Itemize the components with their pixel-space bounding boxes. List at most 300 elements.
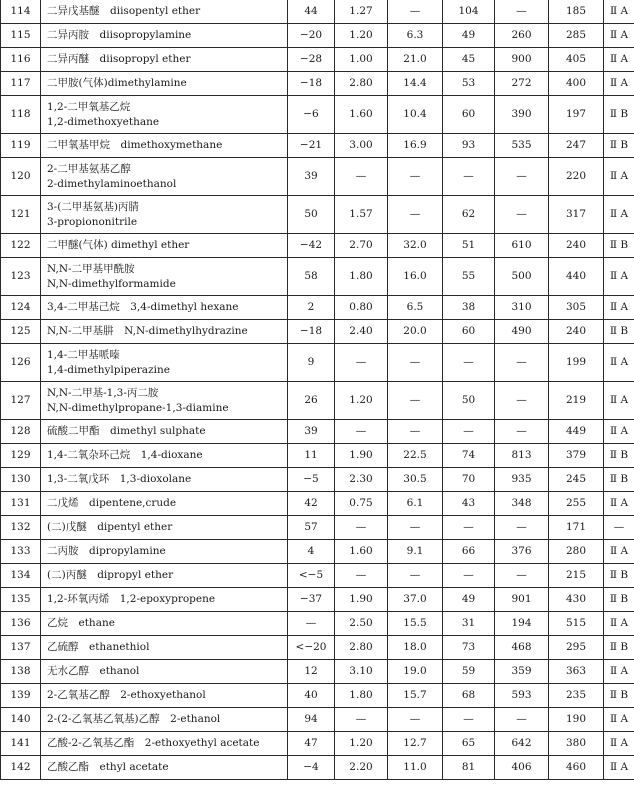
row-number: 115	[1, 24, 41, 48]
lower-limit-mass-cell: 73	[443, 636, 495, 660]
row-number: 121	[1, 196, 41, 234]
lower-explosive-limit-cell: 2.70	[335, 234, 388, 258]
upper-explosive-limit-cell: 19.0	[388, 660, 443, 684]
lower-limit-mass-cell: 60	[443, 96, 495, 134]
lower-limit-mass-cell: —	[443, 158, 495, 196]
ignition-temperature-cell: 235	[549, 684, 604, 708]
upper-explosive-limit-cell: 15.5	[388, 612, 443, 636]
lower-limit-mass-cell: 104	[443, 0, 495, 24]
row-number: 135	[1, 588, 41, 612]
substance-name-line: 硫酸二甲酯 dimethyl sulphate	[47, 425, 206, 437]
upper-explosive-limit-cell: 15.7	[388, 684, 443, 708]
substance-name-line: 3-propiononitrile	[47, 215, 138, 228]
substance-name-line: 二甲醚(气体) dimethyl ether	[47, 239, 190, 251]
flash-point-cell: 39	[288, 158, 335, 196]
lower-limit-mass-cell: —	[443, 708, 495, 732]
lower-limit-mass-cell: 68	[443, 684, 495, 708]
ignition-temperature-cell: 240	[549, 320, 604, 344]
ignition-temperature-cell: 400	[549, 72, 604, 96]
ignition-temperature-cell: 240	[549, 234, 604, 258]
lower-limit-mass-cell: 43	[443, 492, 495, 516]
gas-group-cell: Ⅱ A	[604, 660, 634, 684]
row-number: 126	[1, 344, 41, 382]
upper-explosive-limit-cell: —	[388, 564, 443, 588]
substance-name-line: 乙酸-2-乙氧基乙酯 2-ethoxyethyl acetate	[47, 737, 260, 749]
substance-name-line: 二甲胺(气体)dimethylamine	[47, 77, 187, 89]
row-number: 117	[1, 72, 41, 96]
flash-point-cell: 94	[288, 708, 335, 732]
substance-name	[41, 492, 288, 516]
upper-explosive-limit-cell: 16.9	[388, 134, 443, 158]
substance-name	[41, 72, 288, 96]
table-row	[1, 296, 634, 320]
substance-name	[41, 732, 288, 756]
upper-limit-mass-cell: 813	[495, 444, 549, 468]
row-number: 138	[1, 660, 41, 684]
substance-name-line: 二丙胺 dipropylamine	[47, 545, 166, 557]
substance-name-line: N,N-dimethylformamide	[47, 277, 176, 290]
substance-name	[41, 0, 288, 24]
ignition-temperature-cell: 197	[549, 96, 604, 134]
flash-point-cell: 39	[288, 420, 335, 444]
lower-limit-mass-cell: 66	[443, 540, 495, 564]
upper-explosive-limit-cell: 14.4	[388, 72, 443, 96]
flash-point-cell: 44	[288, 0, 335, 24]
lower-explosive-limit-cell: 2.40	[335, 320, 388, 344]
substance-name	[41, 96, 288, 134]
row-number: 130	[1, 468, 41, 492]
lower-explosive-limit-cell: 1.80	[335, 684, 388, 708]
flash-point-cell: 50	[288, 196, 335, 234]
lower-limit-mass-cell: 60	[443, 320, 495, 344]
table-row	[1, 96, 634, 134]
upper-explosive-limit-cell: 16.0	[388, 258, 443, 296]
gas-group-cell: Ⅱ A	[604, 420, 634, 444]
substance-name	[41, 382, 288, 420]
lower-limit-mass-cell: —	[443, 420, 495, 444]
upper-limit-mass-cell: —	[495, 420, 549, 444]
row-number: 116	[1, 48, 41, 72]
lower-explosive-limit-cell: —	[335, 564, 388, 588]
upper-explosive-limit-cell: —	[388, 420, 443, 444]
substance-name-line: 二甲氧基甲烷 dimethoxymethane	[47, 139, 223, 151]
ignition-temperature-cell: 171	[549, 516, 604, 540]
substance-name-line: 1,2-dimethoxyethane	[47, 115, 160, 128]
gas-group-cell: Ⅱ A	[604, 382, 634, 420]
table-row	[1, 382, 634, 420]
gas-group-cell: Ⅱ A	[604, 540, 634, 564]
lower-explosive-limit-cell: 1.27	[335, 0, 388, 24]
upper-limit-mass-cell: —	[495, 516, 549, 540]
lower-explosive-limit-cell: 2.80	[335, 72, 388, 96]
upper-limit-mass-cell: 610	[495, 234, 549, 258]
substance-name	[41, 636, 288, 660]
substance-name	[41, 344, 288, 382]
gas-group-cell: Ⅱ A	[604, 492, 634, 516]
substance-name-line: 乙烷 ethane	[47, 617, 115, 629]
ignition-temperature-cell: 280	[549, 540, 604, 564]
table-row	[1, 540, 634, 564]
substance-name	[41, 660, 288, 684]
gas-group-cell: Ⅱ B	[604, 320, 634, 344]
flash-point-cell: —	[288, 612, 335, 636]
substance-name-line: 二异丙醚 diisopropyl ether	[47, 53, 191, 65]
upper-explosive-limit-cell: —	[388, 516, 443, 540]
lower-limit-mass-cell: 55	[443, 258, 495, 296]
gas-group-cell: Ⅱ B	[604, 468, 634, 492]
upper-limit-mass-cell: 935	[495, 468, 549, 492]
lower-limit-mass-cell: 62	[443, 196, 495, 234]
row-number: 118	[1, 96, 41, 134]
gas-group-cell: —	[604, 516, 634, 540]
upper-explosive-limit-cell: 22.5	[388, 444, 443, 468]
gas-group-cell: Ⅱ A	[604, 296, 634, 320]
row-number: 122	[1, 234, 41, 258]
substance-name	[41, 540, 288, 564]
substance-name-line: 二异戊基醚 diisopentyl ether	[47, 5, 201, 17]
ignition-temperature-cell: 219	[549, 382, 604, 420]
row-number: 124	[1, 296, 41, 320]
substance-name	[41, 258, 288, 296]
flash-point-cell: −18	[288, 320, 335, 344]
table-row	[1, 420, 634, 444]
substance-name-line: 二异丙胺 diisopropylamine	[47, 29, 192, 41]
substance-name-line: 2-(2-乙氧基乙氧基)乙醇 2-ethanol	[47, 713, 221, 725]
gas-group-cell: Ⅱ A	[604, 258, 634, 296]
upper-limit-mass-cell: 468	[495, 636, 549, 660]
lower-explosive-limit-cell: —	[335, 344, 388, 382]
substance-name-line: (二)戊醚 dipentyl ether	[47, 521, 173, 533]
lower-explosive-limit-cell: —	[335, 420, 388, 444]
flash-point-cell: 12	[288, 660, 335, 684]
gas-group-cell: Ⅱ A	[604, 612, 634, 636]
upper-explosive-limit-cell: 9.1	[388, 540, 443, 564]
ignition-temperature-cell: 380	[549, 732, 604, 756]
row-number: 125	[1, 320, 41, 344]
lower-explosive-limit-cell: 1.00	[335, 48, 388, 72]
upper-explosive-limit-cell: —	[388, 382, 443, 420]
row-number: 132	[1, 516, 41, 540]
lower-explosive-limit-cell: —	[335, 516, 388, 540]
upper-explosive-limit-cell: 11.0	[388, 756, 443, 780]
upper-explosive-limit-cell: 30.5	[388, 468, 443, 492]
ignition-temperature-cell: 449	[549, 420, 604, 444]
substance-name	[41, 296, 288, 320]
ignition-temperature-cell: 405	[549, 48, 604, 72]
substance-name	[41, 234, 288, 258]
flash-point-cell: 4	[288, 540, 335, 564]
table-row	[1, 0, 634, 24]
ignition-temperature-cell: 215	[549, 564, 604, 588]
table-row	[1, 444, 634, 468]
substance-name-line: N,N-二甲基-1,3-丙二胺	[47, 386, 159, 399]
substance-name-line: 2-dimethylaminoethanol	[47, 177, 177, 190]
gas-group-cell: Ⅱ B	[604, 234, 634, 258]
substance-name-line: 3-(二甲基氨基)丙腈	[47, 200, 139, 213]
upper-explosive-limit-cell: 6.5	[388, 296, 443, 320]
lower-limit-mass-cell: 53	[443, 72, 495, 96]
upper-explosive-limit-cell: 12.7	[388, 732, 443, 756]
lower-explosive-limit-cell: 0.80	[335, 296, 388, 320]
substance-name	[41, 588, 288, 612]
flash-point-cell: 40	[288, 684, 335, 708]
gas-group-cell: Ⅱ A	[604, 344, 634, 382]
gas-group-cell: Ⅱ B	[604, 636, 634, 660]
upper-limit-mass-cell: —	[495, 382, 549, 420]
flash-point-cell: −4	[288, 756, 335, 780]
lower-limit-mass-cell: 38	[443, 296, 495, 320]
lower-explosive-limit-cell: 1.20	[335, 732, 388, 756]
ignition-temperature-cell: 379	[549, 444, 604, 468]
upper-explosive-limit-cell: —	[388, 0, 443, 24]
substance-name	[41, 420, 288, 444]
substance-name	[41, 684, 288, 708]
gas-group-cell: Ⅱ B	[604, 564, 634, 588]
upper-limit-mass-cell: —	[495, 196, 549, 234]
table-row	[1, 588, 634, 612]
upper-explosive-limit-cell: 10.4	[388, 96, 443, 134]
upper-explosive-limit-cell: —	[388, 196, 443, 234]
flash-point-cell: −20	[288, 24, 335, 48]
upper-limit-mass-cell: 500	[495, 258, 549, 296]
row-number: 120	[1, 158, 41, 196]
row-number: 129	[1, 444, 41, 468]
upper-limit-mass-cell: —	[495, 564, 549, 588]
ignition-temperature-cell: 440	[549, 258, 604, 296]
row-number: 141	[1, 732, 41, 756]
upper-explosive-limit-cell: 20.0	[388, 320, 443, 344]
lower-limit-mass-cell: —	[443, 516, 495, 540]
row-number: 133	[1, 540, 41, 564]
ignition-temperature-cell: 295	[549, 636, 604, 660]
substance-name	[41, 24, 288, 48]
lower-limit-mass-cell: 45	[443, 48, 495, 72]
upper-limit-mass-cell: 260	[495, 24, 549, 48]
lower-explosive-limit-cell: 2.50	[335, 612, 388, 636]
flash-point-cell: −37	[288, 588, 335, 612]
lower-explosive-limit-cell: 1.60	[335, 540, 388, 564]
flash-point-cell: 42	[288, 492, 335, 516]
lower-explosive-limit-cell: 2.30	[335, 468, 388, 492]
substance-name	[41, 516, 288, 540]
gas-group-cell: Ⅱ A	[604, 48, 634, 72]
lower-limit-mass-cell: 81	[443, 756, 495, 780]
ignition-temperature-cell: 460	[549, 756, 604, 780]
row-number: 140	[1, 708, 41, 732]
ignition-temperature-cell: 220	[549, 158, 604, 196]
lower-explosive-limit-cell: 1.60	[335, 96, 388, 134]
upper-explosive-limit-cell: 18.0	[388, 636, 443, 660]
upper-limit-mass-cell: 390	[495, 96, 549, 134]
upper-limit-mass-cell: 359	[495, 660, 549, 684]
substance-name	[41, 468, 288, 492]
upper-limit-mass-cell: 535	[495, 134, 549, 158]
lower-explosive-limit-cell: 2.80	[335, 636, 388, 660]
lower-limit-mass-cell: 74	[443, 444, 495, 468]
lower-limit-mass-cell: 49	[443, 588, 495, 612]
gas-group-cell: Ⅱ B	[604, 684, 634, 708]
substance-name	[41, 756, 288, 780]
upper-limit-mass-cell: 593	[495, 684, 549, 708]
substance-name	[41, 196, 288, 234]
upper-explosive-limit-cell: 21.0	[388, 48, 443, 72]
table-row	[1, 564, 634, 588]
substance-name-line: N,N-二甲基肼 N,N-dimethylhydrazine	[47, 325, 248, 337]
row-number: 139	[1, 684, 41, 708]
ignition-temperature-cell: 305	[549, 296, 604, 320]
lower-limit-mass-cell: 31	[443, 612, 495, 636]
substance-name	[41, 708, 288, 732]
upper-limit-mass-cell: —	[495, 158, 549, 196]
upper-limit-mass-cell: 376	[495, 540, 549, 564]
ignition-temperature-cell: 185	[549, 0, 604, 24]
lower-limit-mass-cell: 59	[443, 660, 495, 684]
flash-point-cell: −18	[288, 72, 335, 96]
ignition-temperature-cell: 255	[549, 492, 604, 516]
lower-limit-mass-cell: 50	[443, 382, 495, 420]
upper-explosive-limit-cell: —	[388, 158, 443, 196]
substance-name	[41, 158, 288, 196]
lower-limit-mass-cell: 49	[443, 24, 495, 48]
lower-explosive-limit-cell: 1.90	[335, 444, 388, 468]
substance-name	[41, 134, 288, 158]
gas-group-cell: Ⅱ A	[604, 72, 634, 96]
table-row	[1, 636, 634, 660]
ignition-temperature-cell: 190	[549, 708, 604, 732]
ignition-temperature-cell: 247	[549, 134, 604, 158]
flash-point-cell: 57	[288, 516, 335, 540]
substance-name-line: 1,4-二氧杂环己烷 1,4-dioxane	[47, 449, 203, 461]
ignition-temperature-cell: 199	[549, 344, 604, 382]
flash-point-cell: <−20	[288, 636, 335, 660]
gas-group-cell: Ⅱ A	[604, 756, 634, 780]
upper-limit-mass-cell: 901	[495, 588, 549, 612]
upper-limit-mass-cell: —	[495, 708, 549, 732]
lower-explosive-limit-cell: 1.57	[335, 196, 388, 234]
gas-group-cell: Ⅱ A	[604, 196, 634, 234]
table-row	[1, 48, 634, 72]
substance-name-line: 无水乙醇 ethanol	[47, 665, 140, 677]
row-number: 128	[1, 420, 41, 444]
upper-explosive-limit-cell: 37.0	[388, 588, 443, 612]
upper-limit-mass-cell: 310	[495, 296, 549, 320]
gas-group-cell: Ⅱ A	[604, 158, 634, 196]
ignition-temperature-cell: 317	[549, 196, 604, 234]
gas-group-cell: Ⅱ B	[604, 134, 634, 158]
flash-point-cell: 11	[288, 444, 335, 468]
ignition-temperature-cell: 515	[549, 612, 604, 636]
substance-name-line: 3,4-二甲基己烷 3,4-dimethyl hexane	[47, 301, 239, 313]
upper-limit-mass-cell: 490	[495, 320, 549, 344]
substance-name	[41, 48, 288, 72]
table-row	[1, 612, 634, 636]
table-row	[1, 24, 634, 48]
substance-name-line: 1,2-环氧丙烯 1,2-epoxypropene	[47, 593, 216, 605]
flash-point-cell: 47	[288, 732, 335, 756]
upper-limit-mass-cell: —	[495, 344, 549, 382]
substance-name-line: N,N-dimethylpropane-1,3-diamine	[47, 401, 229, 414]
table-row	[1, 732, 634, 756]
substance-name-line: 1,4-二甲基哌嗪	[47, 348, 120, 361]
table-row	[1, 72, 634, 96]
table-row	[1, 492, 634, 516]
gas-group-cell: Ⅱ B	[604, 96, 634, 134]
flash-point-cell: −6	[288, 96, 335, 134]
substance-name	[41, 320, 288, 344]
lower-explosive-limit-cell: 0.75	[335, 492, 388, 516]
substance-name-line: 乙酸乙酯 ethyl acetate	[47, 761, 169, 773]
upper-explosive-limit-cell: —	[388, 708, 443, 732]
table-row	[1, 660, 634, 684]
table-row	[1, 158, 634, 196]
lower-explosive-limit-cell: 1.20	[335, 382, 388, 420]
row-number: 123	[1, 258, 41, 296]
table-row	[1, 320, 634, 344]
table-row	[1, 708, 634, 732]
row-number: 119	[1, 134, 41, 158]
upper-limit-mass-cell: 406	[495, 756, 549, 780]
upper-limit-mass-cell: —	[495, 0, 549, 24]
lower-explosive-limit-cell: 3.00	[335, 134, 388, 158]
lower-explosive-limit-cell: 2.20	[335, 756, 388, 780]
lower-limit-mass-cell: —	[443, 344, 495, 382]
upper-limit-mass-cell: 272	[495, 72, 549, 96]
lower-limit-mass-cell: 93	[443, 134, 495, 158]
gas-group-cell: Ⅱ B	[604, 444, 634, 468]
lower-explosive-limit-cell: 1.90	[335, 588, 388, 612]
row-number: 114	[1, 0, 41, 24]
table-row	[1, 258, 634, 296]
substance-name-line: 二戊烯 dipentene,crude	[47, 497, 177, 509]
row-number: 131	[1, 492, 41, 516]
ignition-temperature-cell: 245	[549, 468, 604, 492]
ignition-temperature-cell: 285	[549, 24, 604, 48]
substance-name-line: 1,2-二甲氧基乙烷	[47, 100, 131, 113]
upper-explosive-limit-cell: 6.3	[388, 24, 443, 48]
substance-name-line: N,N-二甲基甲酰胺	[47, 262, 135, 275]
flash-point-cell: −5	[288, 468, 335, 492]
row-number: 137	[1, 636, 41, 660]
substance-name-line: 1,3-二氧戊环 1,3-dioxolane	[47, 473, 192, 485]
table-row	[1, 196, 634, 234]
row-number: 134	[1, 564, 41, 588]
flash-point-cell: −21	[288, 134, 335, 158]
lower-explosive-limit-cell: —	[335, 708, 388, 732]
lower-explosive-limit-cell: 1.80	[335, 258, 388, 296]
gas-group-cell: Ⅱ B	[604, 588, 634, 612]
lower-limit-mass-cell: 65	[443, 732, 495, 756]
gas-group-cell: Ⅱ A	[604, 24, 634, 48]
lower-explosive-limit-cell: —	[335, 158, 388, 196]
flash-point-cell: 58	[288, 258, 335, 296]
flash-point-cell: 9	[288, 344, 335, 382]
lower-explosive-limit-cell: 1.20	[335, 24, 388, 48]
table-row	[1, 134, 634, 158]
gas-group-cell: Ⅱ A	[604, 0, 634, 24]
upper-limit-mass-cell: 642	[495, 732, 549, 756]
table-row	[1, 756, 634, 780]
upper-limit-mass-cell: 348	[495, 492, 549, 516]
lower-limit-mass-cell: 70	[443, 468, 495, 492]
substance-name-line: 2-乙氧基乙醇 2-ethoxyethanol	[47, 689, 206, 701]
lower-explosive-limit-cell: 3.10	[335, 660, 388, 684]
table-body	[1, 0, 634, 780]
table-row	[1, 344, 634, 382]
ignition-temperature-cell: 430	[549, 588, 604, 612]
substance-name-line: 2-二甲基氨基乙醇	[47, 162, 131, 175]
flash-point-cell: −28	[288, 48, 335, 72]
substance-name-line: (二)丙醚 dipropyl ether	[47, 569, 174, 581]
